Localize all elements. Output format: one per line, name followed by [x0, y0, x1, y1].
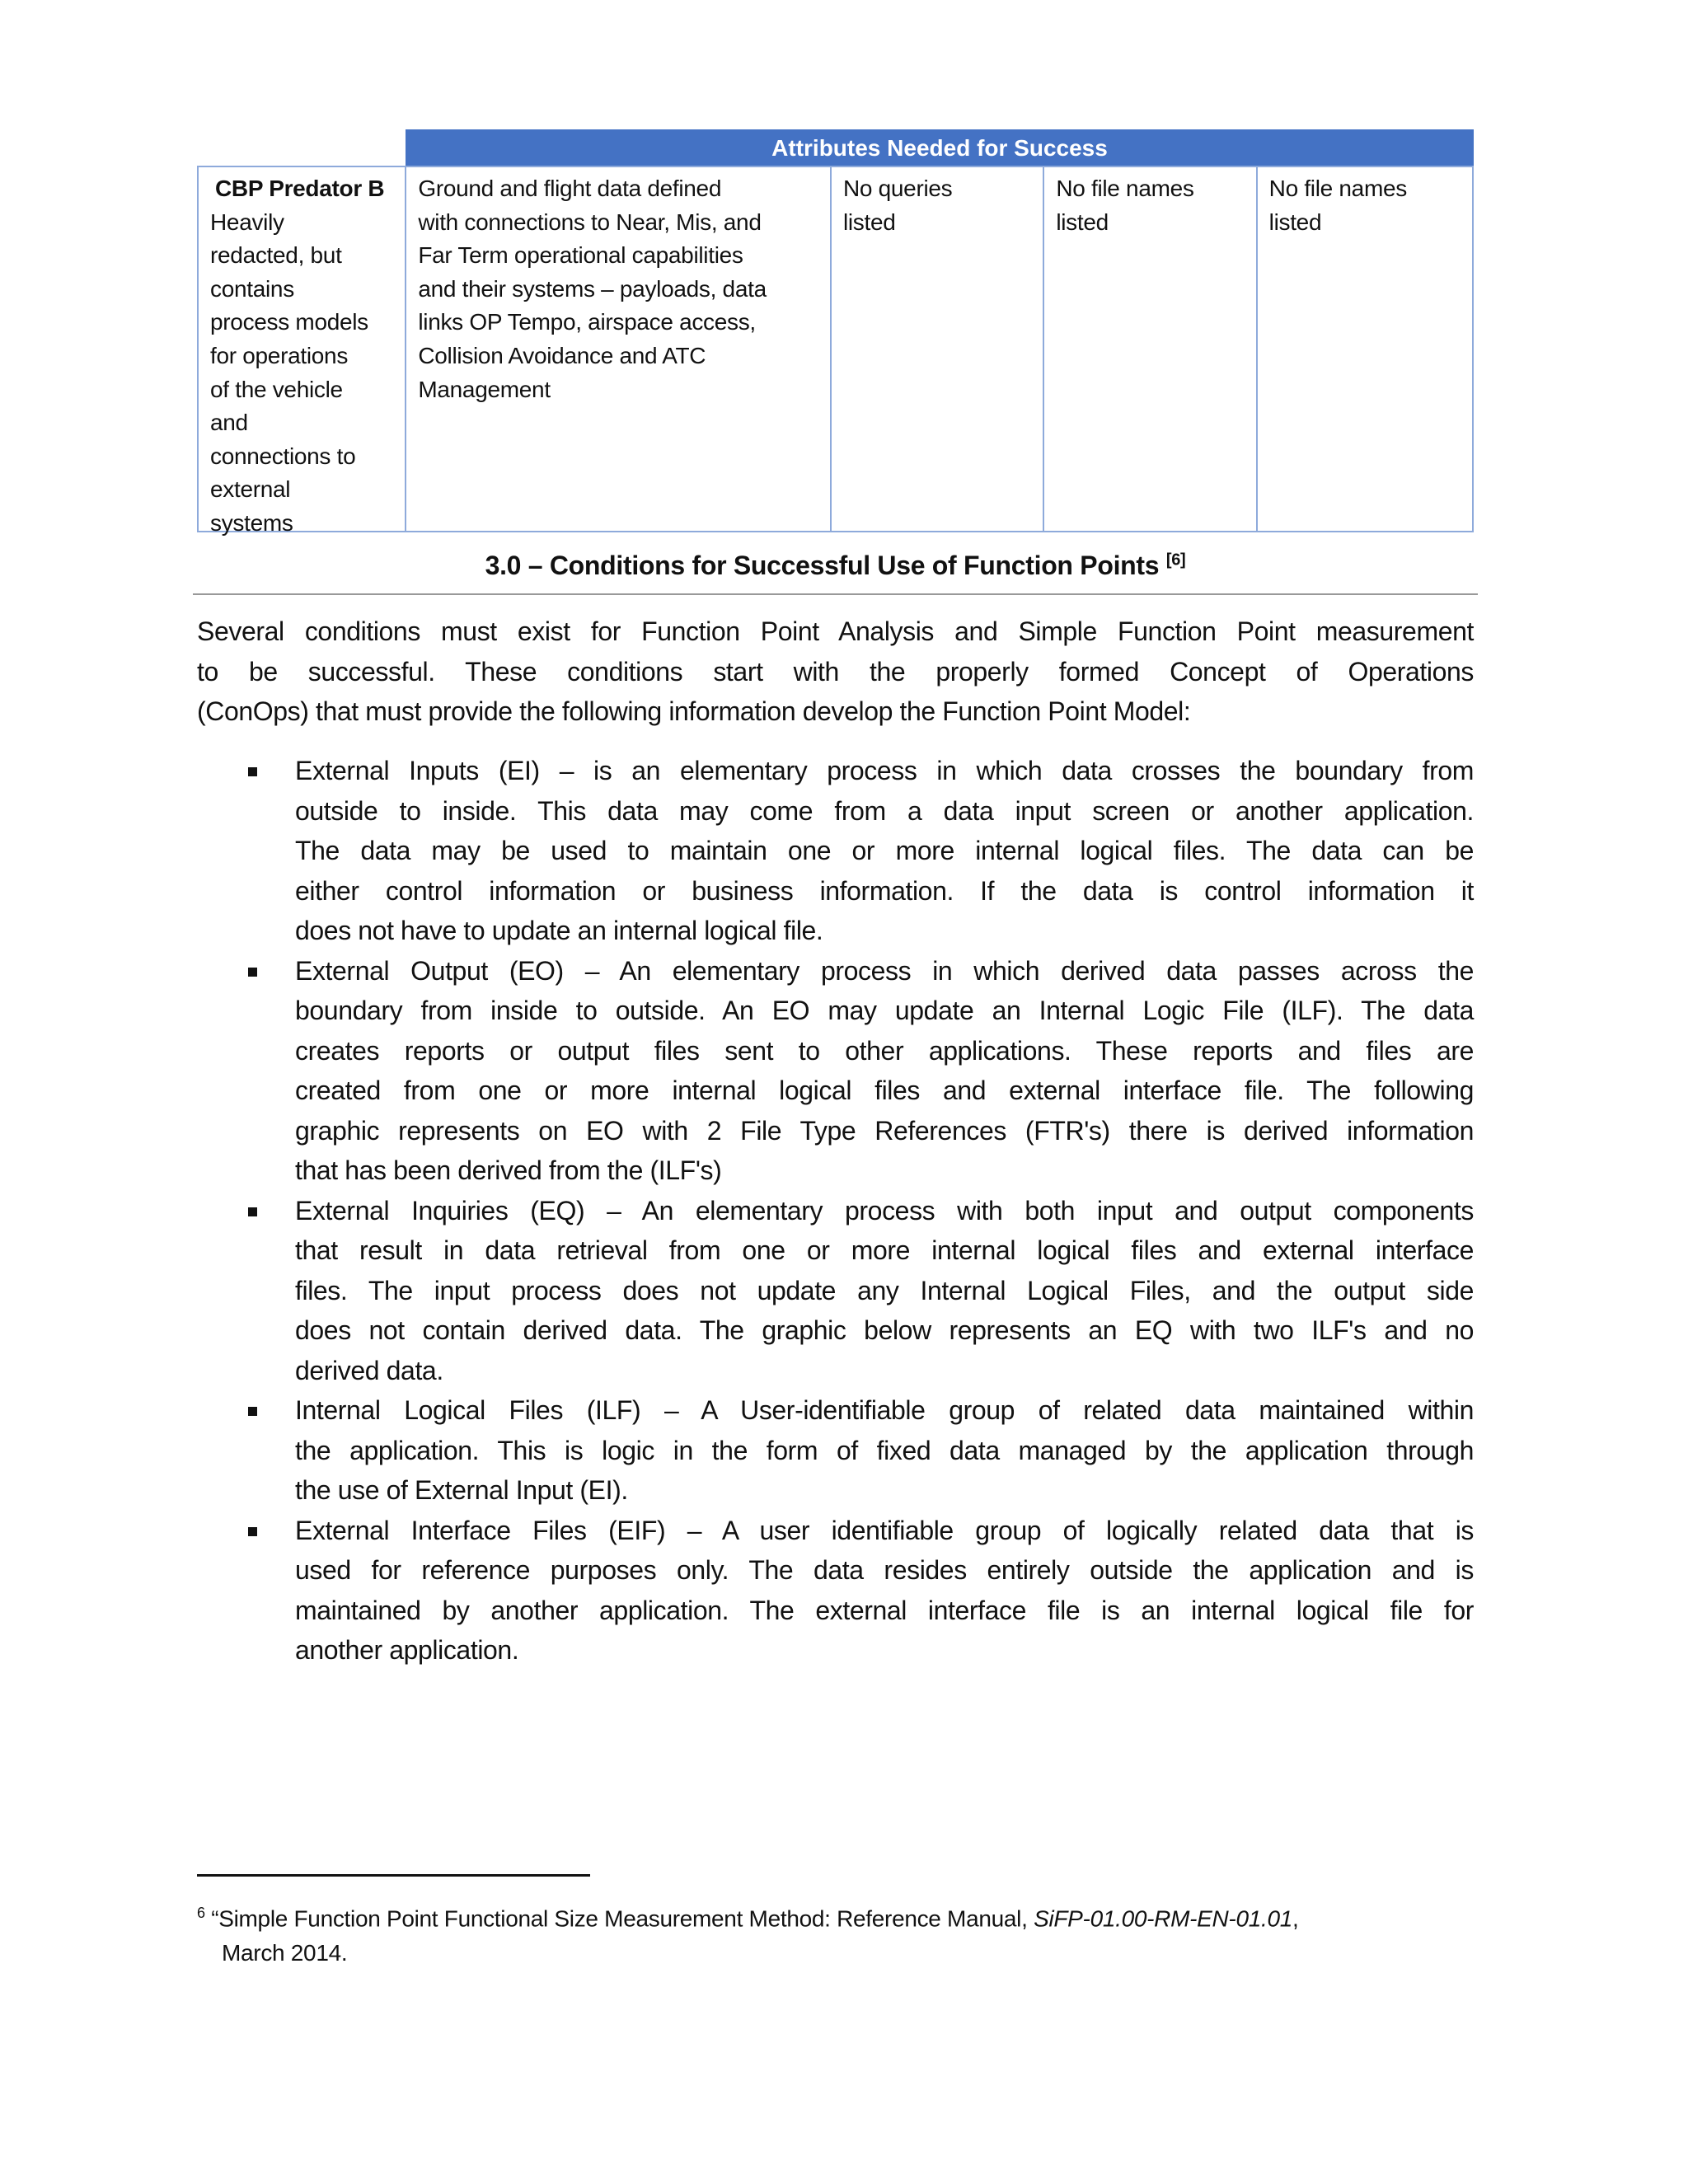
- text-line: for operations: [210, 342, 349, 368]
- list-item: [197, 751, 1474, 951]
- bullet-icon: [248, 1407, 257, 1416]
- text-line: Far Term operational capabilities: [418, 242, 743, 269]
- text-line: No queries: [842, 176, 953, 201]
- text-line: External Inquiries (EQ) – An elementary process with both input and output components: [295, 1195, 1474, 1226]
- text-line: does not contain derived data. The graphic below represents an EQ with two ILF's and no: [295, 1315, 1474, 1345]
- bullet-list: [197, 751, 1474, 1671]
- list-item: [197, 951, 1474, 1191]
- cell-files-2: [1258, 167, 1472, 531]
- text-line: of the vehicle: [210, 376, 343, 402]
- section-title: 3.0 – Conditions for Successful Use of Function Points: [485, 551, 1160, 580]
- text-line: does not have to update an internal logical file.: [295, 916, 823, 945]
- text-line: that result in data retrieval from one or more internal logical files and external interface: [295, 1235, 1474, 1265]
- cell-queries: [832, 167, 1044, 531]
- text-line: Collision Avoidance and ATC: [418, 342, 706, 368]
- text-line: and their systems – payloads, data: [418, 275, 767, 302]
- text-line: links OP Tempo, airspace access,: [418, 309, 756, 335]
- text-line: outside to inside. This data may come from a data input screen or another application.: [295, 795, 1474, 826]
- system-description: [210, 206, 393, 541]
- text-line: listed: [1268, 209, 1322, 235]
- bullet-icon: [248, 1207, 257, 1216]
- text-line: Management: [418, 376, 551, 402]
- text-line: External Output (EO) – An elementary process in which derived data passes across the: [295, 955, 1474, 986]
- bullet-icon: [248, 767, 257, 776]
- text-line: systems: [210, 509, 293, 536]
- text-line: external: [210, 476, 291, 503]
- system-name: CBP Predator B: [215, 176, 385, 201]
- text-line: maintained by another application. The external interface file is an internal logical file for: [295, 1595, 1474, 1625]
- text-line: No file names: [1268, 176, 1407, 201]
- cell-attributes: [406, 167, 832, 531]
- text-line: used for reference purposes only. The data resides entirely outside the application and is: [295, 1555, 1474, 1585]
- text-line: listed: [1056, 209, 1109, 235]
- text-line: derived data.: [295, 1355, 443, 1385]
- text-line: with connections to Near, Mis, and: [418, 209, 762, 235]
- list-item: [197, 1390, 1474, 1511]
- footnote-doc-id: SiFP-01.00-RM-EN-01.01: [1034, 1905, 1293, 1932]
- text-line: listed: [842, 209, 896, 235]
- text-line: contains: [210, 275, 294, 302]
- text-line: (ConOps) that must provide the following information develop the Function Point Model:: [197, 696, 1191, 726]
- heading-divider: [193, 593, 1478, 595]
- footnote-comma: ,: [1292, 1905, 1299, 1932]
- list-item: [197, 1511, 1474, 1671]
- section-heading: [197, 551, 1474, 581]
- text-line: creates reports or output files sent to other applications. These reports and files are: [295, 1035, 1474, 1066]
- text-line: created from one or more internal logical files and external interface file. The following: [295, 1076, 1474, 1105]
- table-header: Attributes Needed for Success: [406, 129, 1474, 166]
- text-line: redacted, but: [210, 242, 342, 269]
- requirements-table: [197, 129, 1474, 536]
- bullet-icon: [248, 1527, 257, 1536]
- text-line: to be successful. These conditions start with the properly formed Concept of Operations: [197, 656, 1474, 687]
- text-line: Heavily: [210, 209, 284, 235]
- text-line: Ground and flight data defined: [418, 176, 722, 201]
- text-line: process models: [210, 309, 368, 335]
- text-line: No file names: [1056, 176, 1194, 201]
- text-line: boundary from inside to outside. An EO may update an Internal Logic File (ILF). The data: [295, 996, 1474, 1025]
- footnote: [197, 1896, 1299, 1971]
- cell-files-1: [1044, 167, 1257, 531]
- text-line: Internal Logical Files (ILF) – A User-identifiable group of related data maintained within: [295, 1395, 1474, 1425]
- intro-paragraph: [197, 612, 1474, 732]
- text-line: files. The input process does not update any Internal Logical Files, and the output side: [295, 1275, 1474, 1305]
- text-line: External Interface Files (EIF) – A user identifiable group of logically related data that is: [295, 1515, 1474, 1545]
- text-line: the use of External Input (EI).: [295, 1475, 628, 1505]
- table-row: [197, 166, 1474, 536]
- text-line: either control information or business information. If the data is control information it: [295, 875, 1474, 906]
- text-line: External Inputs (EI) – is an elementary process in which data crosses the boundary from: [295, 756, 1474, 785]
- footnote-text: “Simple Function Point Functional Size Measurement Method: Reference Manual,: [211, 1905, 1028, 1932]
- text-line: another application.: [295, 1635, 519, 1665]
- footnote-date: March 2014.: [222, 1940, 348, 1966]
- text-line: and: [210, 410, 248, 436]
- section-ref: [6]: [1165, 551, 1186, 569]
- footnote-divider: [197, 1874, 590, 1877]
- text-line: Several conditions must exist for Function Point Analysis and Simple Function Point measurement: [197, 616, 1474, 646]
- text-line: that has been derived from the (ILF's): [295, 1155, 722, 1185]
- text-line: connections to: [210, 443, 356, 469]
- text-line: graphic represents on EO with 2 File Type References (FTR's) there is derived information: [295, 1115, 1474, 1146]
- cell-system: [199, 167, 406, 536]
- list-item: [197, 1191, 1474, 1391]
- footnote-number: 6: [197, 1905, 205, 1921]
- text-line: The data may be used to maintain one or more internal logical files. The data can be: [295, 836, 1474, 865]
- text-line: the application. This is logic in the form of fixed data managed by the application through: [295, 1435, 1474, 1465]
- bullet-icon: [248, 968, 257, 977]
